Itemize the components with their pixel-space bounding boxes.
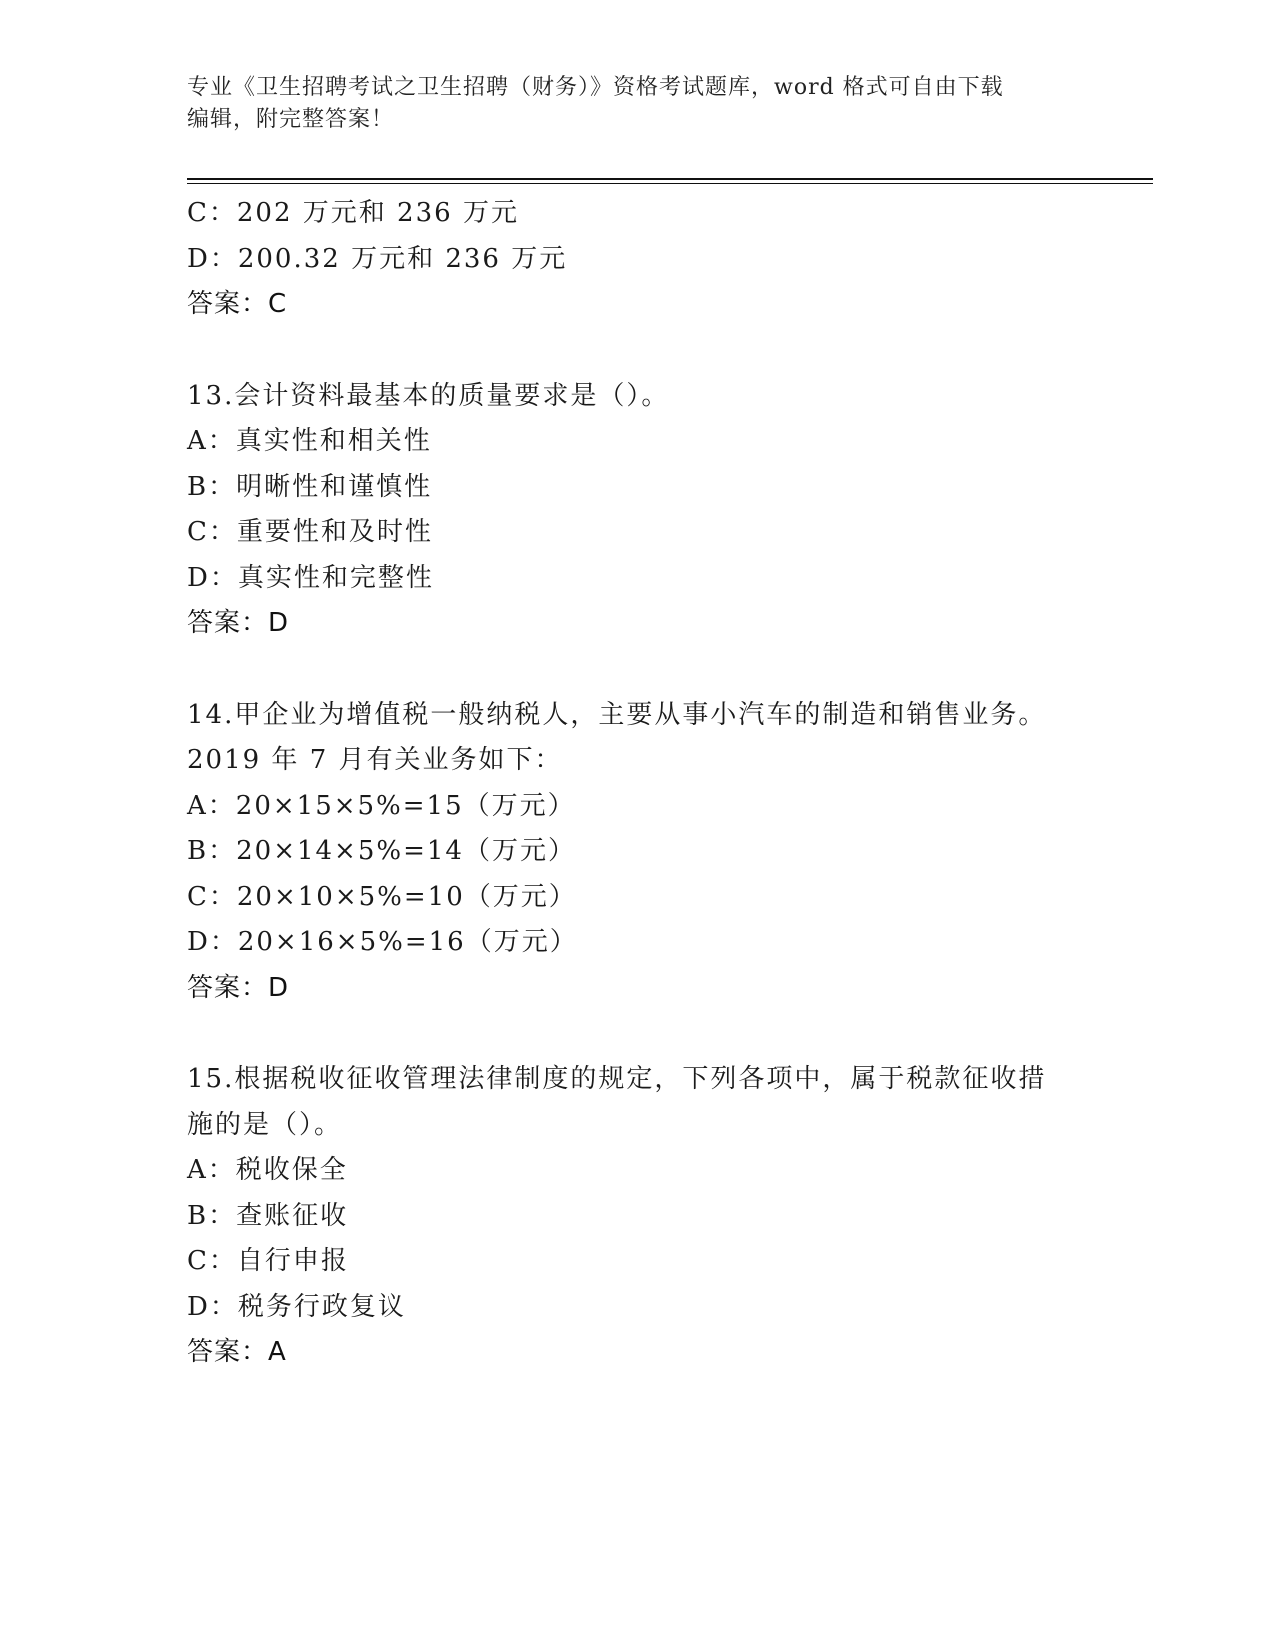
question-14-stem-line-2: 2019 年 7 月有关业务如下：	[187, 745, 563, 775]
question-14-stem-line-1: 14.甲企业为增值税一般纳税人，主要从事小汽车的制造和销售业务。	[187, 699, 1047, 730]
option-a: A：20×15×5%=15（万元）	[187, 790, 576, 821]
option-d: D：20×16×5%=16（万元）	[187, 927, 578, 957]
question-14-block	[187, 693, 1087, 1012]
option-b: B：20×14×5%=14（万元）	[187, 836, 576, 866]
question-list	[187, 191, 1087, 1376]
header-divider-thin	[187, 183, 1153, 184]
document-header	[187, 72, 1087, 136]
answer-text: 答案：D	[187, 608, 290, 638]
option-d: D：真实性和完整性	[187, 562, 434, 593]
option-c: C：202 万元和 236 万元	[187, 198, 519, 228]
option-d: D：税务行政复议	[187, 1291, 406, 1322]
question-15-stem-line-1: 15.根据税收征收管理法律制度的规定，下列各项中，属于税款征收措	[187, 1064, 1047, 1094]
answer-text: 答案：D	[187, 972, 290, 1003]
question-13-stem: 13.会计资料最基本的质量要求是（）。	[187, 380, 670, 411]
previous-question-block	[187, 191, 1087, 328]
option-c: C：自行申报	[187, 1246, 349, 1276]
answer-text: 答案：A	[187, 1337, 287, 1367]
question-spacer	[187, 328, 1087, 374]
option-d: D：200.32 万元和 236 万元	[187, 243, 568, 274]
question-13-block	[187, 374, 1087, 647]
question-15-block	[187, 1057, 1087, 1376]
option-b: B：明晰性和谨慎性	[187, 471, 433, 502]
header-line-1: 专业《卫生招聘考试之卫生招聘（财务）》资格考试题库，word 格式可自由下载	[187, 75, 1004, 100]
header-divider-thick	[187, 178, 1153, 180]
question-spacer	[187, 1011, 1087, 1057]
question-15-stem-line-2: 施的是（）。	[187, 1109, 343, 1140]
option-c: C：重要性和及时性	[187, 517, 433, 547]
question-spacer	[187, 647, 1087, 693]
option-b: B：查账征收	[187, 1200, 349, 1231]
header-line-2: 编辑，附完整答案！	[187, 107, 395, 132]
option-c: C：20×10×5%=10（万元）	[187, 881, 577, 912]
option-a: A：税收保全	[187, 1155, 348, 1185]
answer-text: 答案：C	[187, 289, 288, 319]
option-a: A：真实性和相关性	[187, 426, 432, 456]
